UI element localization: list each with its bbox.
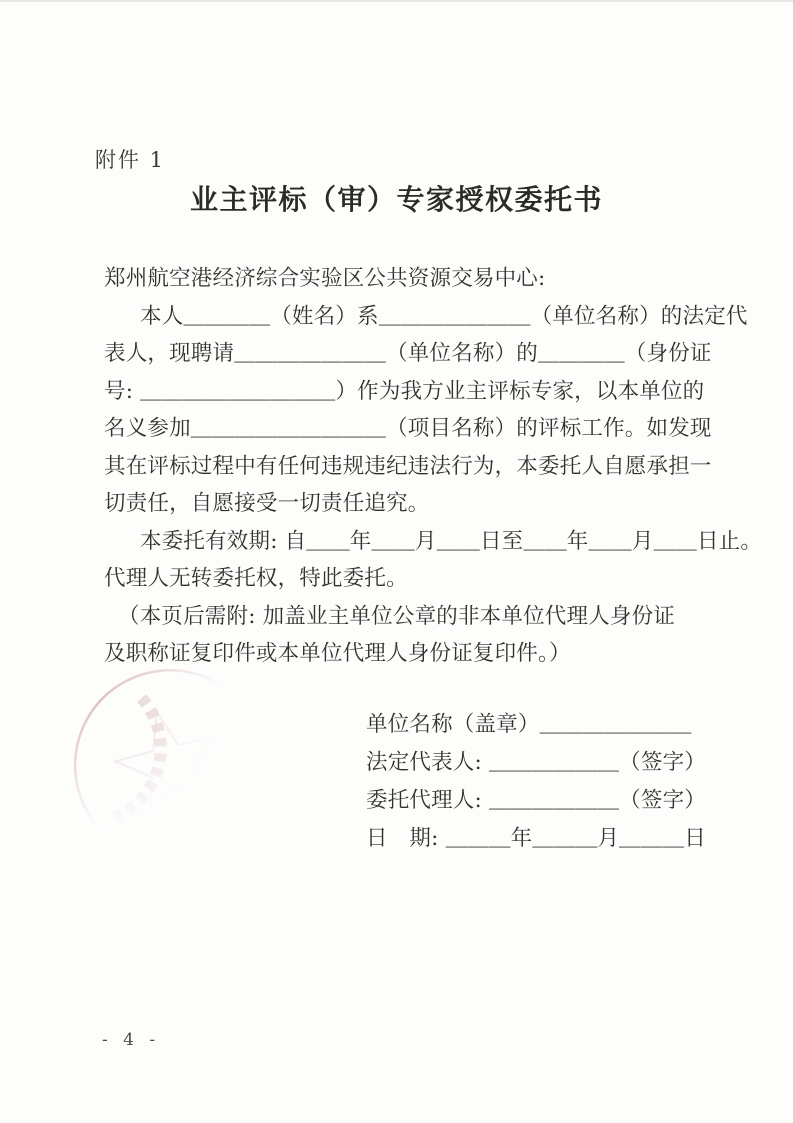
seal-rim [55,650,258,848]
body-line: 名义参加＿＿＿＿＿＿＿＿＿（项目名称）的评标工作。如发现 [104,416,712,441]
body-line: 表人，现聘请＿＿＿＿＿＿＿（单位名称）的＿＿＿＿（身份证 [104,341,712,366]
seal-star [106,699,232,821]
signature-line-entrusted-agent: 委托代理人: ＿＿＿＿＿＿（签字） [366,788,706,813]
body-line: 代理人无转委托权，特此委托。 [104,566,408,591]
body-line: 其在评标过程中有任何违规违纪违法行为，本委托人自愿承担一 [104,453,712,479]
signature-line-legal-rep: 法定代表人: ＿＿＿＿＿＿（签字） [366,750,706,775]
body-line-validity: 本委托有效期: 自＿＿年＿＿月＿＿日至＿＿年＿＿月＿＿日止。 [140,528,763,554]
document-title: 业主评标（审）专家授权委托书 [189,183,603,216]
attachment-label: 附件 1 [95,148,166,172]
body-line: 切责任，自愿接受一切责任追究。 [104,491,430,516]
signature-line-unit-name: 单位名称（盖章）＿＿＿＿＿＿＿ [366,712,692,737]
body-line-salutation: 郑州航空港经济综合实验区公共资源交易中心: [104,266,546,291]
body-line: 本人＿＿＿＿（姓名）系＿＿＿＿＿＿＿（单位名称）的法定代 [140,303,748,329]
body-line-note: 及职称证复印件或本单位代理人身份证复印件。） [104,641,571,666]
page-number: - 4 - [102,1030,161,1050]
body-line-note: （本页后需附: 加盖业主单位公章的非本单位代理人身份证 [118,603,675,629]
seal-ring-text-marks [88,693,177,818]
body-line: 号: ＿＿＿＿＿＿＿＿＿）作为我方业主评标专家，以本单位的 [104,378,705,404]
document-body [104,260,763,673]
signature-block [366,706,706,858]
signature-line-date: 日 期: ＿＿＿年＿＿＿月＿＿＿日 [366,826,706,851]
